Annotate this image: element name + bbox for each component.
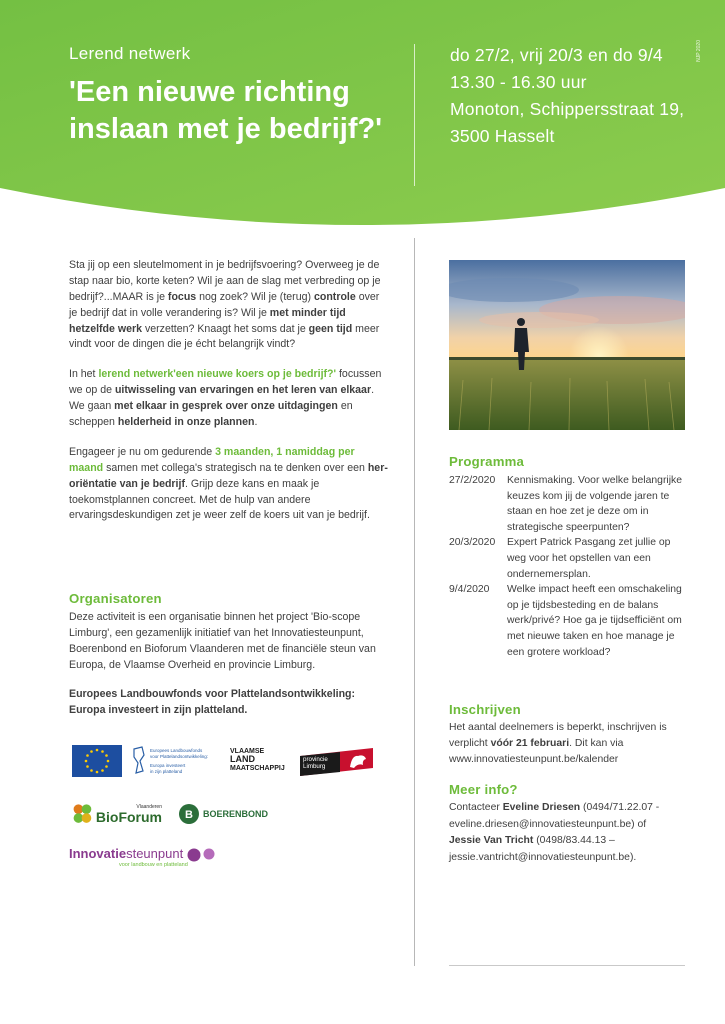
text-run: Engageer je nu om gedurende bbox=[69, 445, 216, 458]
logo-text: in zijn platteland bbox=[150, 768, 183, 774]
bold-text: her-oriëntatie van je bedrijf bbox=[69, 461, 388, 490]
provincie-limburg-logo bbox=[300, 748, 373, 776]
text-run: In het bbox=[69, 368, 99, 381]
document-code: NJP 2020 bbox=[696, 40, 702, 62]
column-divider bbox=[414, 238, 415, 966]
bold-text: helderheid in onze plannen bbox=[117, 416, 255, 429]
innovatie-circles-icon bbox=[187, 848, 219, 862]
bioforum-logo bbox=[72, 797, 162, 831]
text-run: focussen we op de bbox=[69, 368, 382, 397]
text-run: . bbox=[254, 416, 258, 429]
page-title: 'Een nieuwe richting inslaan met je bedrijf?' bbox=[69, 76, 383, 145]
programma-date: 9/4/2020 bbox=[449, 584, 490, 596]
boerenbond-logo bbox=[178, 800, 268, 828]
registration-deadline: vóór 21 februari bbox=[490, 738, 570, 750]
event-dates: do 27/2, vrij 20/3 en do 9/4 bbox=[450, 45, 663, 65]
organisatoren-heading: Organisatoren bbox=[69, 591, 162, 606]
registration-link[interactable]: www.innovatiesteunpunt.be/kalender bbox=[449, 754, 619, 766]
programma-item bbox=[449, 473, 689, 535]
contact-details[interactable]: (0498/83.44.13 – jessie.vantricht@innovatiesteunpunt.be). bbox=[449, 835, 637, 863]
bold-text: met minder tijd hetzelfde werk bbox=[69, 306, 346, 335]
logo-text: MAATSCHAPPIJ bbox=[230, 764, 285, 772]
innovatiesteunpunt-logo bbox=[69, 847, 229, 881]
eu-fund-statement: Europees Landbouwfonds voor Plattelandsontwikkeling: Europa investeert in zijn platteland. bbox=[69, 688, 356, 716]
logo-text: BioForum bbox=[95, 808, 162, 825]
logo-text: BOERENBOND bbox=[202, 809, 268, 819]
text-run: samen met collega's strategisch na te denken over een bbox=[103, 461, 368, 474]
vlm-logo bbox=[230, 748, 292, 776]
svg-text:B: B bbox=[185, 808, 193, 821]
bold-text: uitwisseling van ervaringen en het leren van elkaar bbox=[114, 384, 372, 397]
programma-list bbox=[449, 473, 689, 660]
programma-item bbox=[449, 535, 689, 582]
logo-text: voor landbouw en platteland bbox=[119, 861, 188, 868]
logo-text: provincie Limburg bbox=[303, 756, 328, 770]
lion-icon bbox=[346, 751, 370, 771]
contact-name: Eveline Driesen bbox=[502, 802, 581, 813]
inschrijven-text-part: Het aantal deelnemers is beperkt, inschrijven is verplicht bbox=[449, 722, 667, 750]
text-run: nog zoek? Wil je (terug) bbox=[196, 290, 314, 303]
header-divider bbox=[414, 44, 415, 186]
event-location: Monoton, Schippersstraat 19, 3500 Hasselt bbox=[450, 99, 685, 147]
text-run: over je bedrijf dat in volle verandering is? Wil je bbox=[69, 290, 380, 319]
intro-paragraph-2 bbox=[69, 367, 389, 431]
text-run: . Grijp deze kans en maak je toekomstplannen concreet. Met de hulp van andere ervaringsdeskundigen zet je weer zelf de koers uit van je bedrijf. bbox=[69, 477, 370, 522]
text-run: verzetten? Knaagt het soms dat je bbox=[142, 322, 309, 335]
logo-text: steunpunt bbox=[126, 846, 184, 861]
eu-flag-logo bbox=[72, 745, 122, 777]
bold-text: focus bbox=[167, 290, 197, 303]
logo-text: LAND bbox=[230, 754, 255, 765]
logo-text: voor Plattelandsontwikkeling: bbox=[150, 753, 209, 759]
inschrijven-text bbox=[449, 720, 689, 768]
bold-text: met elkaar in gesprek over onze uitdagingen bbox=[114, 400, 338, 413]
programma-description: Welke impact heeft een omschakeling op je tijdsbesteding en de balans werk/privé? Hoe ga je tijdsefficiënt om met nieuwe taken en hoe manage je een grotere workload? bbox=[507, 584, 682, 658]
bold-text: controle bbox=[313, 290, 356, 303]
event-time: 13.30 - 16.30 uur bbox=[450, 72, 587, 93]
text-run: meer vindt voor de dingen die je écht belangrijk vindt? bbox=[69, 322, 380, 351]
contact-prefix: Contacteer bbox=[449, 802, 503, 813]
logo-text: Vlaanderen bbox=[136, 803, 162, 810]
programma-description: Expert Patrick Pasgang zet jullie op weg voor het opstellen van een ondernemersplan. bbox=[507, 537, 671, 580]
text-run: en scheppen bbox=[69, 400, 353, 429]
inschrijven-heading: Inschrijven bbox=[449, 702, 521, 717]
boerenbond-emblem-icon bbox=[178, 803, 200, 825]
farmer-field-photo bbox=[449, 260, 685, 430]
logo-text: VLAAMSE bbox=[230, 748, 265, 755]
event-type: Lerend netwerk bbox=[69, 44, 191, 63]
programma-date: 20/3/2020 bbox=[449, 537, 496, 549]
text-run: . We gaan bbox=[69, 384, 375, 413]
programma-description: Kennismaking. Voor welke belangrijke keuzes kom jij de volgende jaren te staan en hoe zet je deze om in strategische speerpunten? bbox=[507, 475, 683, 533]
programma-heading: Programma bbox=[449, 454, 525, 469]
highlight-text: 3 maanden, 1 namiddag per maand bbox=[69, 445, 355, 474]
contact-name: Jessie Van Tricht bbox=[449, 835, 534, 847]
logo-text: Europees Landbouwfonds bbox=[150, 748, 203, 753]
intro-paragraph-3 bbox=[69, 445, 389, 524]
vlaanderen-lion-icon bbox=[132, 745, 146, 775]
meer-info-heading: Meer info? bbox=[449, 782, 518, 797]
inschrijven-text-part: . Dit kan via bbox=[569, 738, 624, 750]
bold-text: geen tijd bbox=[308, 322, 353, 335]
bioforum-circles-icon bbox=[72, 799, 93, 829]
contact-details[interactable]: (0494/71.22.07 - eveline.driesen@innovatiesteunpunt.be) of bbox=[449, 802, 660, 830]
organisatoren-text: Deze activiteit is een organisatie binnen het project 'Bio-scope Limburg', een gezamenlijk initiatief van het Innovatiesteunpunt, Boerenbond en Bioforum Vlaanderen met de financiële steun van Europa, de Vlaamse Overheid en provincie Limburg. bbox=[69, 611, 376, 671]
footer-rule bbox=[449, 965, 685, 966]
event-info bbox=[450, 42, 690, 151]
text-run: Sta jij op een sleutelmoment in je bedrijfsvoering? Overweeg je de stap naar bio, korte keten? Wil je aan de slag met verbreding op je bedrijf?...MAAR is je bbox=[69, 259, 381, 303]
landbouwfonds-logo bbox=[132, 745, 224, 777]
programma-item bbox=[449, 582, 689, 660]
logo-text: Europa investeert bbox=[150, 762, 186, 768]
highlight-text: lerend netwerk'een nieuwe koers op je bedrijf?' bbox=[98, 368, 337, 381]
contact-text bbox=[449, 800, 689, 867]
programma-date: 27/2/2020 bbox=[449, 475, 496, 486]
intro-paragraph-1 bbox=[69, 258, 389, 353]
intro-text bbox=[69, 258, 389, 538]
logo-text: Innovatie bbox=[69, 846, 127, 861]
